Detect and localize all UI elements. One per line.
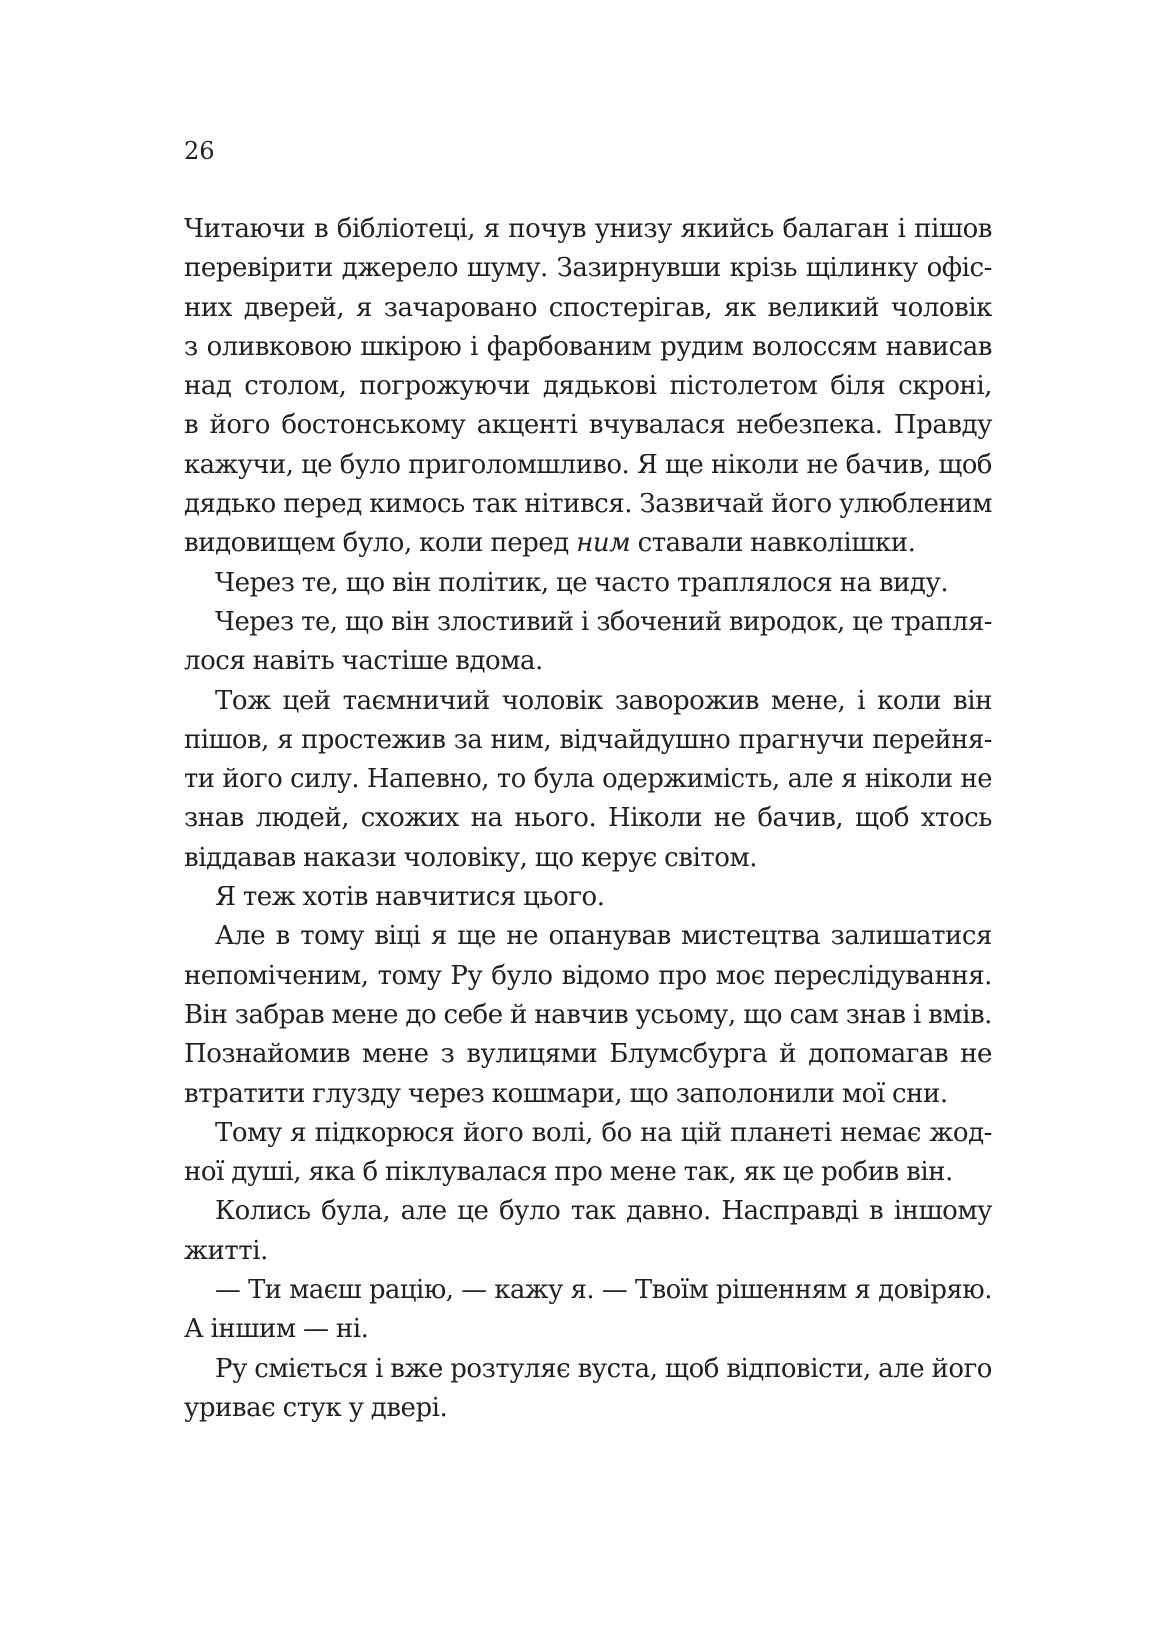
text-line: лося навіть частіше вдома. [184,646,543,677]
text-line: Тож цей таємничий чоловік заворожив мене, і коли він [215,685,992,716]
text-line: Тому я підкорюся його волі, бо на цій планеті немає жод- [215,1117,992,1148]
text-line: перевірити джерело шуму. Зазирнувши крізь щілинку офіс- [184,253,992,284]
text-line: них дверей, я зачаровано спостерігав, як великий чоловік [184,292,992,323]
text-line [184,524,992,563]
text-line: непоміченим, тому Ру було відомо про моє переслідування. [184,960,992,991]
text-segment: ставали навколішки. [630,528,916,559]
text-line: А іншим — ні. [184,1314,369,1345]
text-line: Він забрав мене до себе й навчив усьому, що сам знав і вмів. [184,999,992,1030]
text-line: Я теж хотів навчитися цього. [215,882,605,913]
text-line: над столом, погрожуючи дядькові пістолетом біля скроні, [184,371,992,402]
text-line: Через те, що він злостивий і збочений виродок, це трапля- [215,606,992,637]
text-line: віддавав накази чоловіку, що керує світом. [184,842,758,873]
text-line: дядько перед кимось так нітився. Зазвичай його улюбленим [184,489,992,520]
text-line: ної душі, яка б піклувалася про мене так, як це робив він. [184,1157,953,1188]
body-text [184,210,992,1428]
text-segment: видовищем було, коли перед [184,528,577,559]
text-line: знав людей, схожих на нього. Ніколи не бачив, щоб хтось [184,803,992,834]
text-line: Ру сміється і вже розтуляє вуста, щоб відповісти, але його [215,1353,992,1384]
text-line: кажучи, це було приголомшливо. Я ще ніколи не бачив, щоб [184,449,992,480]
text-line: житті. [184,1235,268,1266]
emphasis-text: ним [576,528,631,559]
text-line: з оливковою шкірою і фарбованим рудим волоссям нависав [184,331,992,362]
text-line: Читаючи в бібліотеці, я почув унизу якийсь балаган і пішов [184,214,992,244]
text-line: в його бостонському акценті вчувалася небезпека. Правду [184,410,992,441]
text-line: — Ти маєш рацію, — кажу я. — Твоїм рішенням я довіряю. [215,1275,992,1306]
page-number: 26 [184,137,215,165]
text-line: втратити глузду через кошмари, що заполонили мої сни. [184,1078,948,1109]
text-line: пішов, я простежив за ним, відчайдушно прагнучи перейня- [184,724,992,755]
text-line: Але в тому віці я ще не опанував мистецтва залишатися [215,921,992,952]
text-line: Через те, що він політик, це часто траплялося на виду. [215,567,949,598]
text-line: ти його силу. Напевно, то була одержимість, але я ніколи не [184,764,992,795]
text-line: уриває стук у двері. [184,1392,448,1423]
text-line: Познайомив мене з вулицями Блумсбурга й допомагав не [184,1039,992,1070]
text-line: Колись була, але це було так давно. Насправді в іншому [215,1196,992,1227]
